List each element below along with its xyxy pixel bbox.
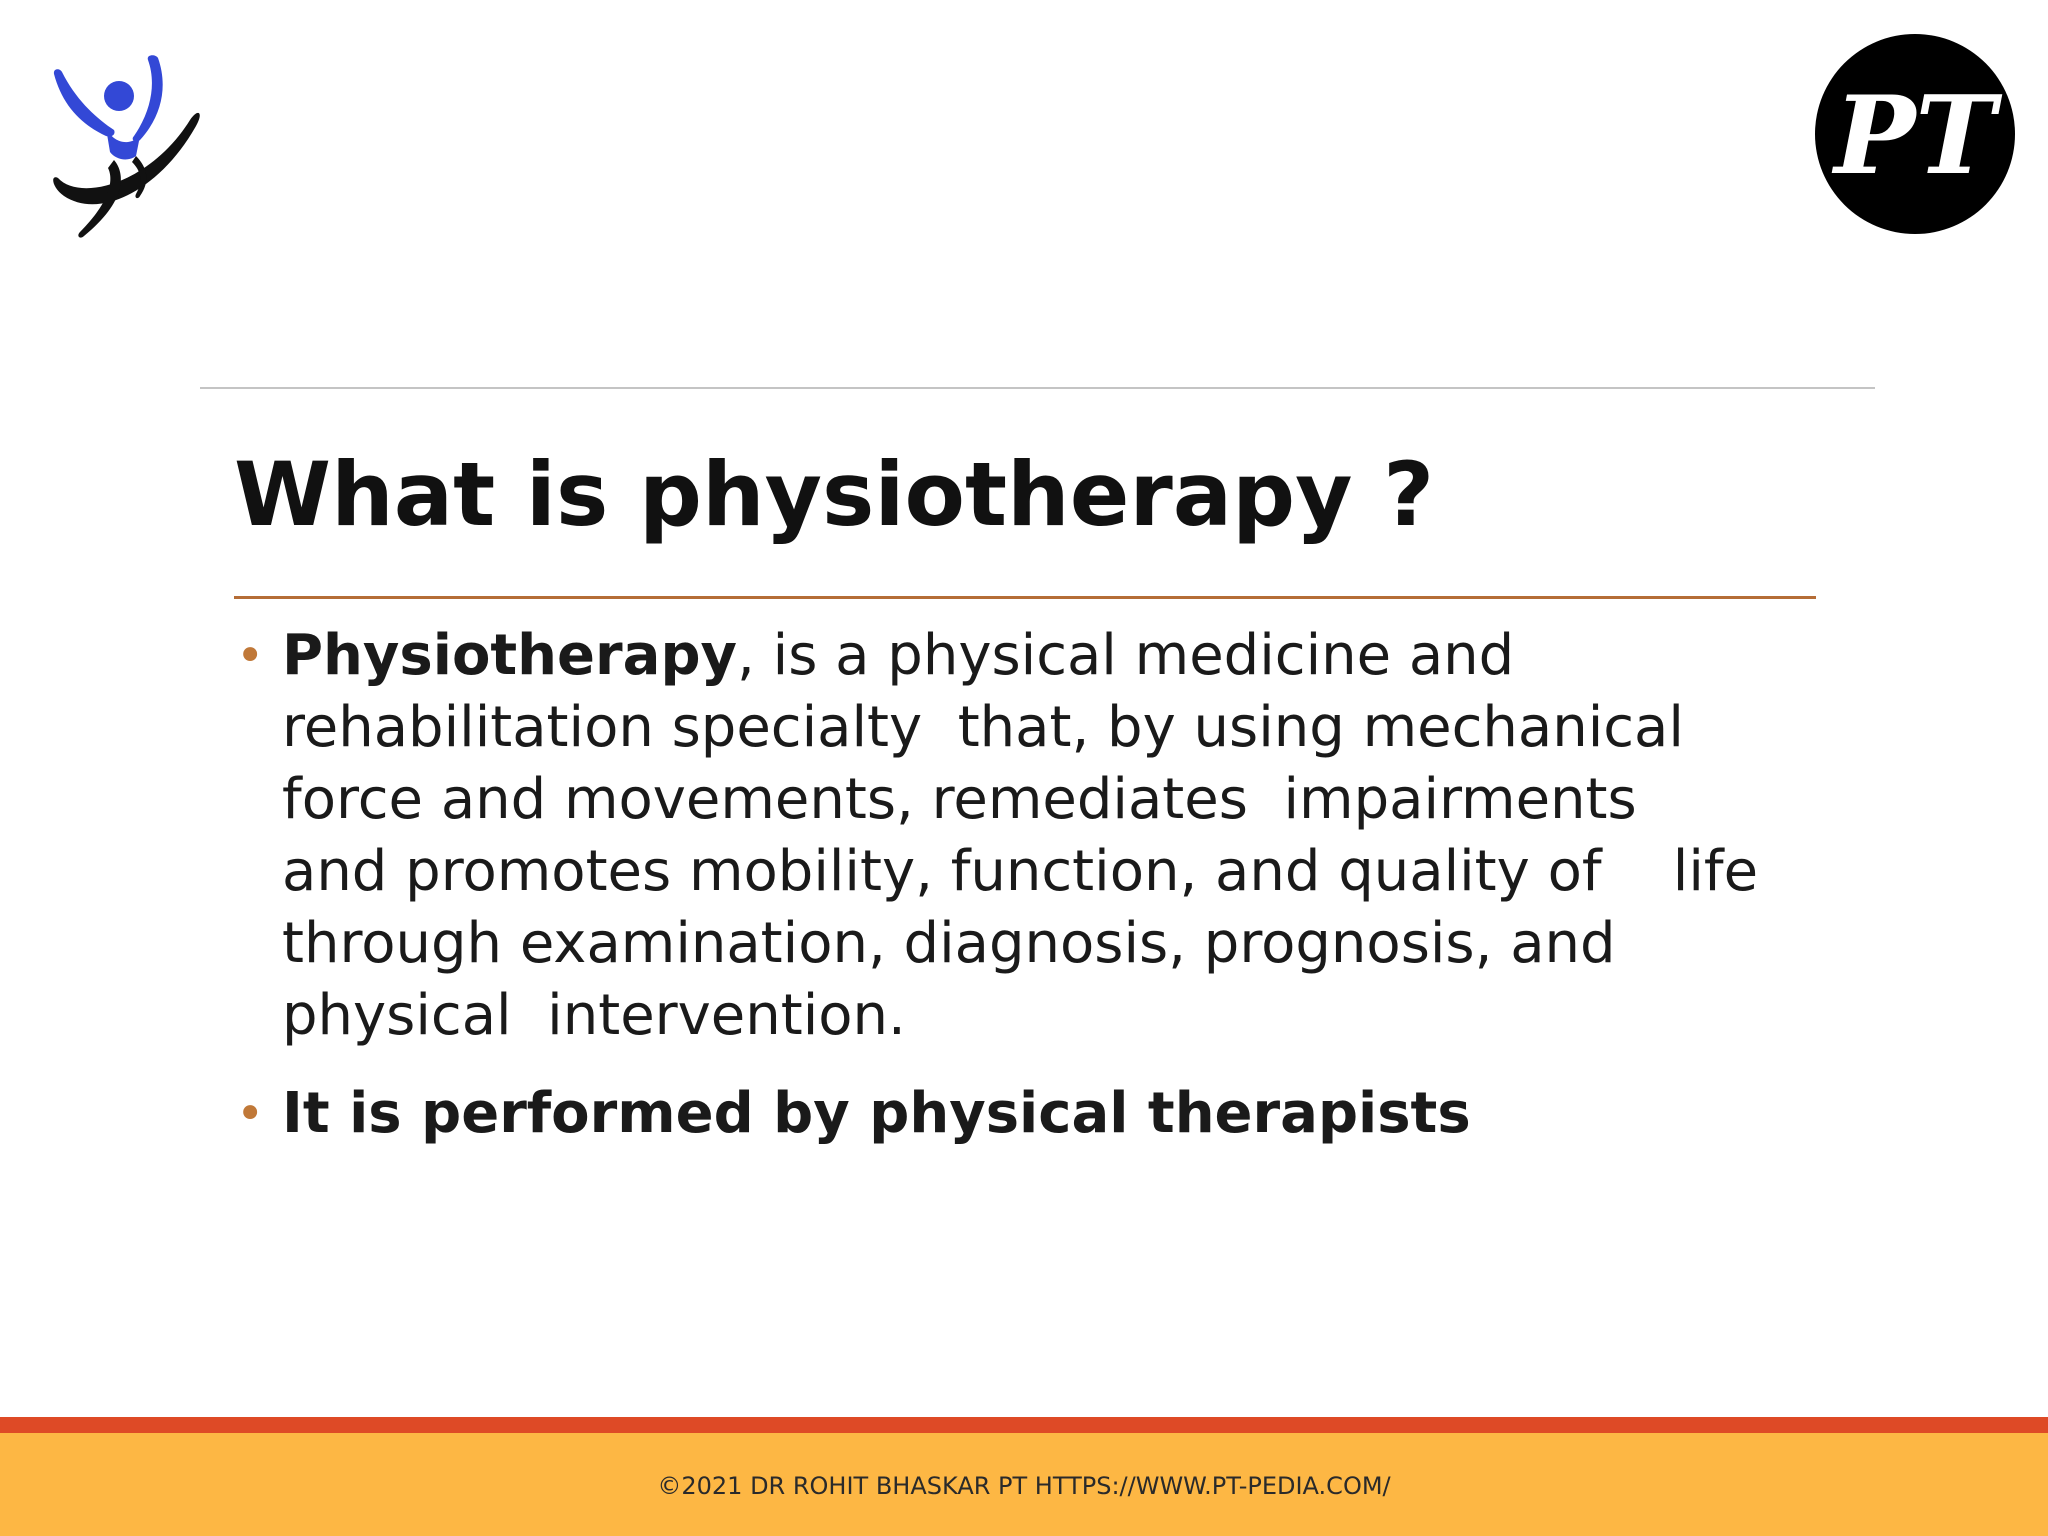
bullet-line	[282, 620, 1834, 692]
bullet-line: force and movements, remediates impairments	[282, 767, 1637, 832]
bullet-line: rehabilitation specialty that, by using mechanical	[282, 695, 1684, 760]
bullet-line: physical intervention.	[282, 983, 906, 1048]
bullet-item-definition	[234, 620, 1834, 1052]
line-text: , is a physical medicine and	[737, 623, 1515, 688]
bold-term: Physiotherapy	[282, 623, 738, 688]
footer-accent-stripe	[0, 1417, 2048, 1433]
bullet-line: and promotes mobility, function, and quality of life	[282, 839, 1759, 904]
bullet-line: through examination, diagnosis, prognosis, and	[282, 911, 1616, 976]
dancing-figure-logo-icon	[40, 52, 210, 242]
footer-copyright: ©2021 DR ROHIT BHASKAR PT HTTPS://WWW.PT-PEDIA.COM/	[657, 1472, 1391, 1500]
bullet-list	[234, 620, 1834, 1150]
pt-circle-logo-icon	[1814, 33, 2016, 235]
pt-logo-text: PT	[1834, 73, 1996, 199]
bullet-marker: •	[236, 1086, 265, 1142]
bullet-line: It is performed by physical therapists	[282, 1081, 1471, 1146]
bullet-item-performed-by	[234, 1078, 1834, 1150]
title-underline	[234, 596, 1816, 599]
top-divider	[200, 387, 1875, 389]
bullet-marker: •	[236, 628, 265, 684]
slide-title: What is physiotherapy ?	[234, 443, 1435, 546]
